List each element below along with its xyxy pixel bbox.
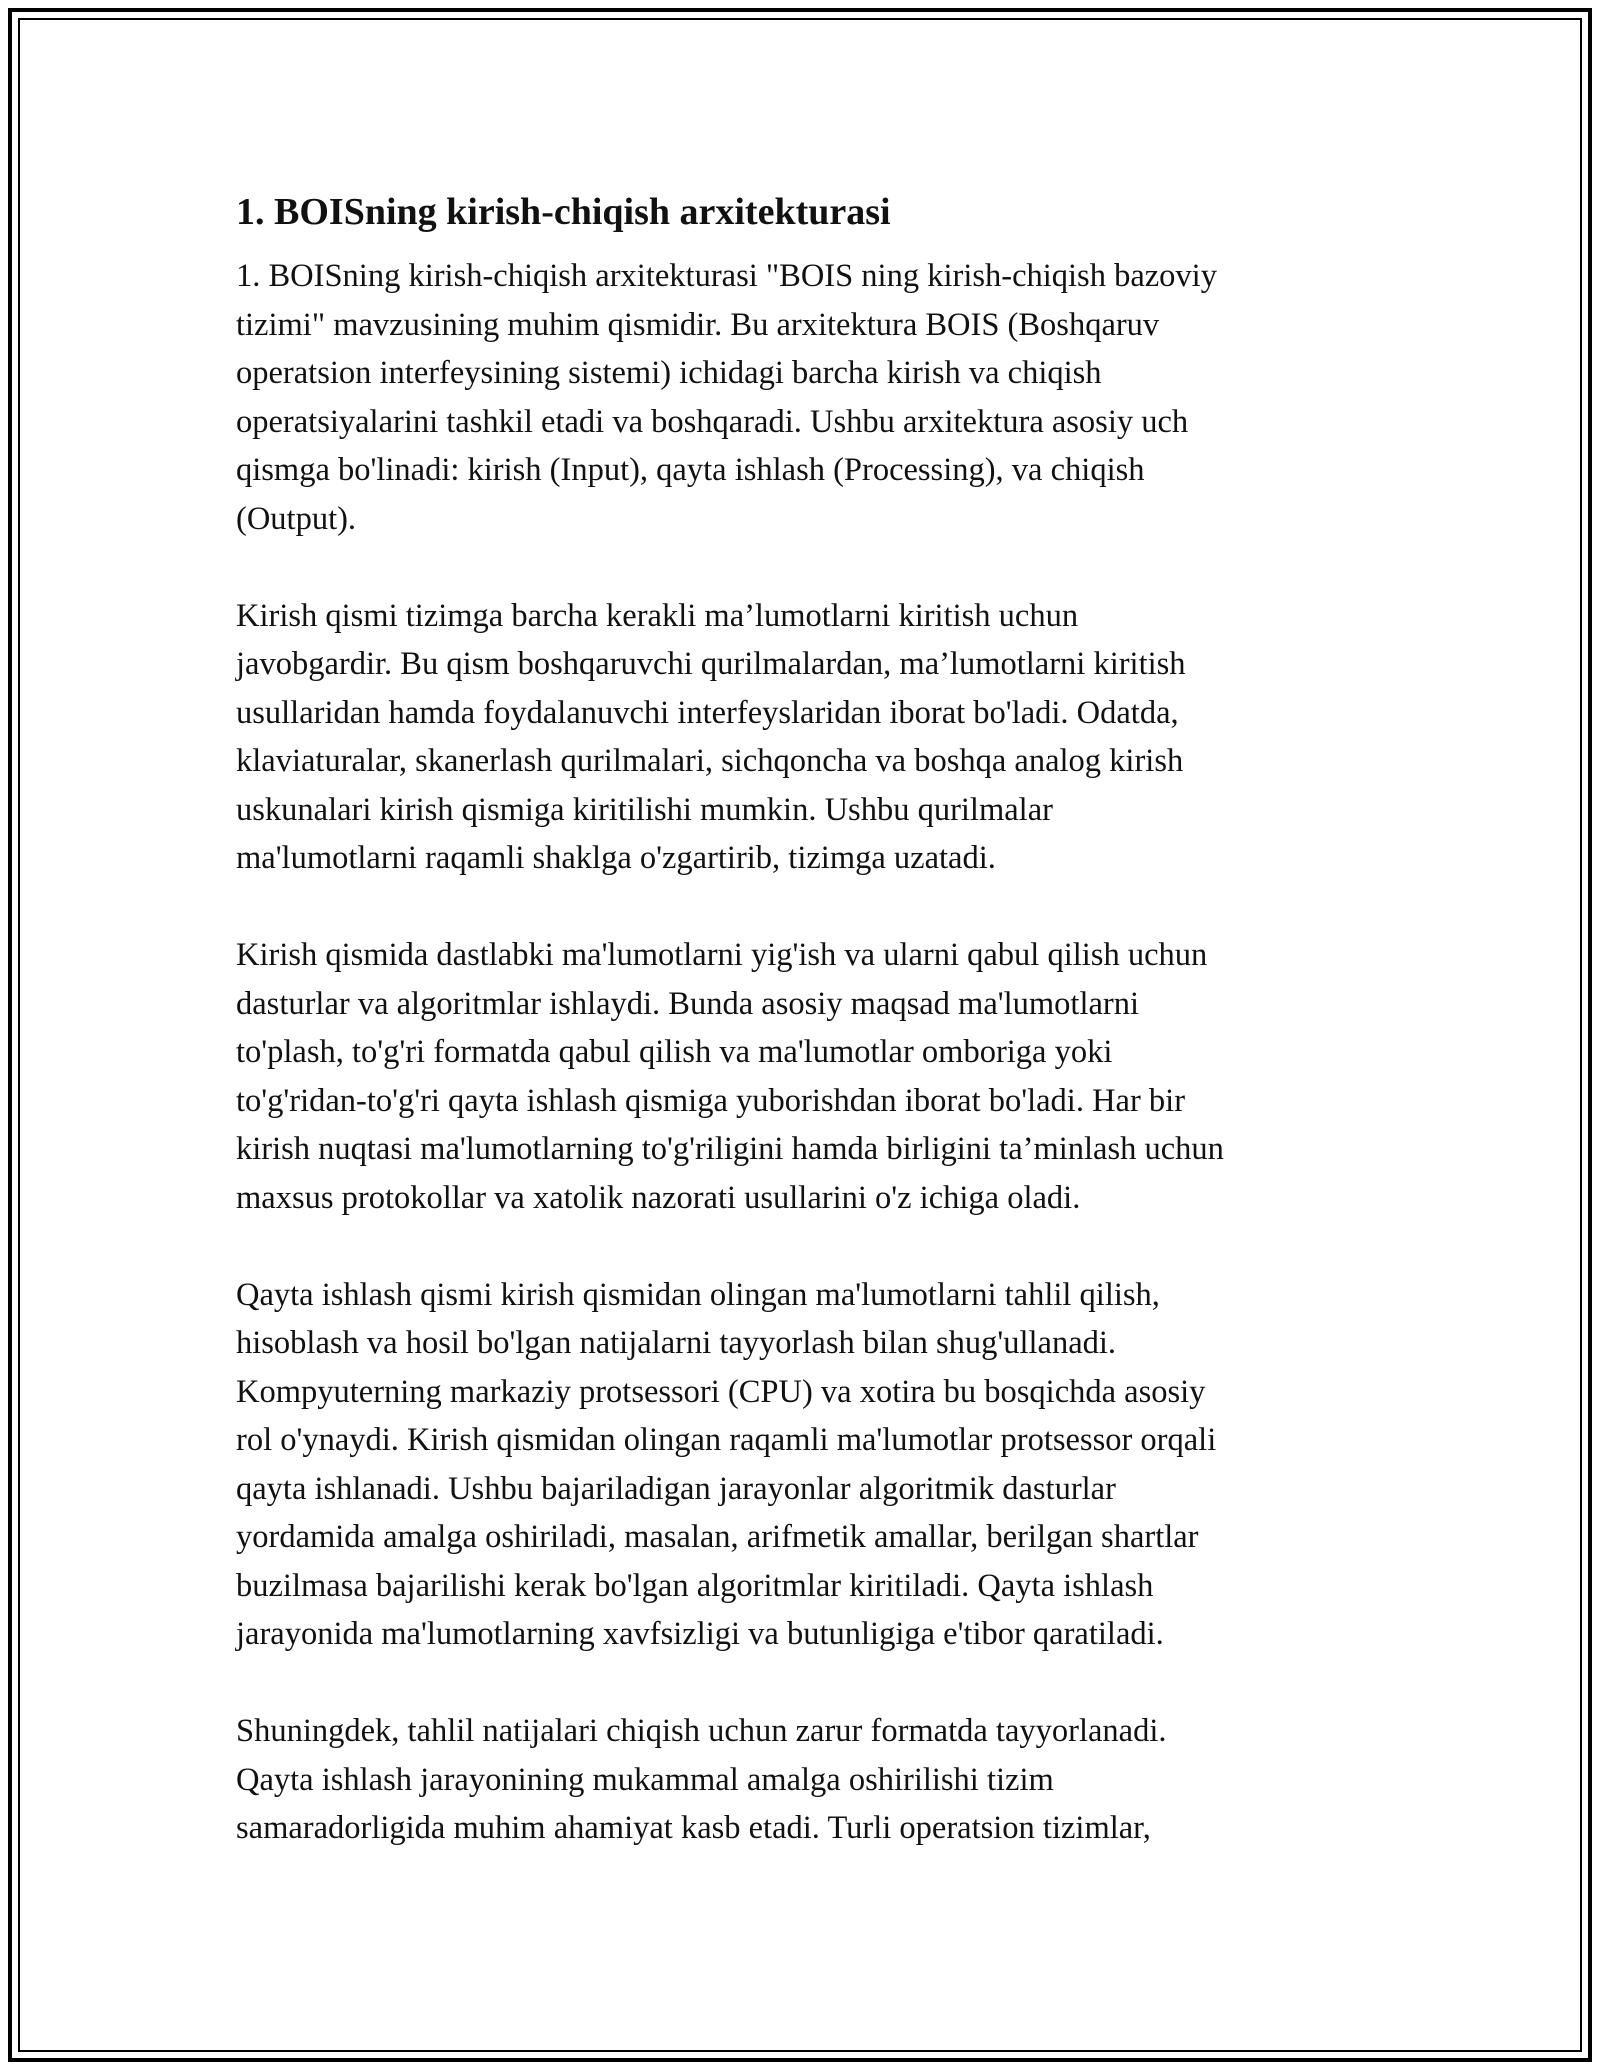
paragraph-3 [236,931,1356,1222]
paragraph-1 [236,252,1356,543]
document-body [236,186,1356,1901]
paragraph-line: dasturlar va algoritmlar ishlaydi. Bunda asosiy maqsad ma'lumotlarni [236,985,1140,1022]
paragraph-line: Kirish qismi tizimga barcha kerakli ma’lumotlarni kiritish uchun [236,597,1079,634]
paragraph-line: kirish nuqtasi ma'lumotlarning to'g'riligini hamda birligini ta’minlash uchun [236,1131,1224,1167]
paragraph-line: 1. BOISning kirish-chiqish arxitekturasi "BOIS ning kirish-chiqish bazoviy [236,258,1217,294]
paragraph-line: javobgardir. Bu qism boshqaruvchi qurilmalardan, ma’lumotlarni kiritish [236,646,1186,682]
paragraph-line: buzilmasa bajarilishi kerak bo'lgan algoritmlar kiritiladi. Qayta ishlash [236,1567,1154,1604]
paragraph-line: Qayta ishlash jarayonining mukammal amalga oshirilishi tizim [236,1761,1054,1798]
paragraph-line: operatsion interfeysining sistemi) ichidagi barcha kirish va chiqish [236,355,1102,391]
paragraph-line: ma'lumotlarni raqamli shaklga o'zgartirib, tizimga uzatadi. [236,840,996,876]
paragraph-2 [236,592,1356,883]
section-heading: 1. BOISning kirish-chiqish arxitekturasi [236,191,891,233]
paragraph-line: Qayta ishlash qismi kirish qismidan olingan ma'lumotlarni tahlil qilish, [236,1276,1160,1313]
paragraph-line: jarayonida ma'lumotlarning xavfsizligi va butunligiga e'tibor qaratiladi. [236,1616,1164,1652]
paragraph-line: Kompyuterning markaziy protsessori (CPU) va xotira bu bosqichda asosiy [236,1373,1206,1410]
paragraph-line: to'g'ridan-to'g'ri qayta ishlash qismiga yuborishdan iborat bo'ladi. Har bir [236,1082,1186,1119]
paragraph-4 [236,1271,1356,1659]
paragraph-line: yordamida amalga oshiriladi, masalan, arifmetik amallar, berilgan shartlar [236,1519,1199,1555]
paragraph-line: samaradorligida muhim ahamiyat kasb etadi. Turli operatsion tizimlar, [236,1810,1151,1846]
paragraph-line: klaviaturalar, skanerlash qurilmalari, sichqoncha va boshqa analog kirish [236,743,1184,779]
paragraph-line: operatsiyalarini tashkil etadi va boshqaradi. Ushbu arxitektura asosiy uch [236,403,1189,440]
paragraph-line: uskunalari kirish qismiga kiritilishi mumkin. Ushbu qurilmalar [236,791,1053,828]
paragraph-line: rol o'ynaydi. Kirish qismidan olingan raqamli ma'lumotlar protsessor orqali [236,1422,1217,1458]
paragraph-line: Shuningdek, tahlil natijalari chiqish uchun zarur formatda tayyorlanadi. [236,1713,1167,1749]
paragraph-line: maxsus protokollar va xatolik nazorati usullarini o'z ichiga oladi. [236,1179,1081,1216]
paragraph-line: qayta ishlanadi. Ushbu bajariladigan jarayonlar algoritmik dasturlar [236,1470,1116,1507]
paragraph-line: usullaridan hamda foydalanuvchi interfeyslaridan iborat bo'ladi. Odatda, [236,694,1179,731]
paragraph-line: hisoblash va hosil bo'lgan natijalarni tayyorlash bilan shug'ullanadi. [236,1325,1117,1361]
paragraph-line: Kirish qismida dastlabki ma'lumotlarni yig'ish va ularni qabul qilish uchun [236,937,1208,973]
paragraph-line: tizimi" mavzusining muhim qismidir. Bu arxitektura BOIS (Boshqaruv [236,306,1160,343]
paragraph-line: (Output). [236,500,357,537]
paragraph-5 [236,1707,1356,1853]
paragraph-line: to'plash, to'g'ri formatda qabul qilish va ma'lumotlar omboriga yoki [236,1034,1113,1070]
paragraph-line: qismga bo'linadi: kirish (Input), qayta ishlash (Processing), va chiqish [236,452,1145,488]
